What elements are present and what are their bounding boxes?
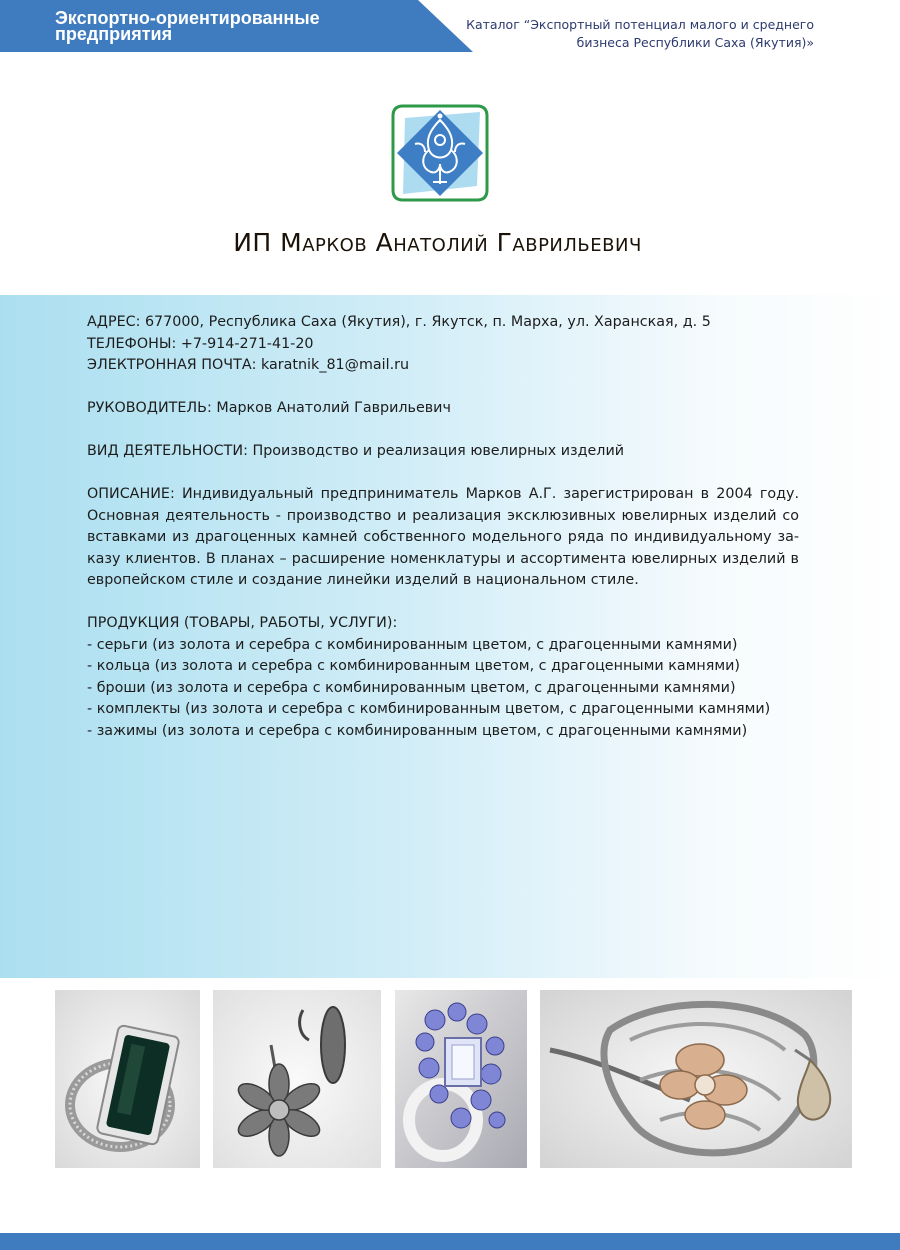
ornament-logo-icon	[385, 98, 495, 208]
activity-line	[87, 441, 799, 463]
catalog-line2: бизнеса Республики Саха (Якутия)»	[576, 35, 814, 50]
section-banner	[0, 0, 475, 52]
product-item: - комплекты (из золота и серебра с комбинированным цветом, с драгоценными камнями)	[87, 701, 771, 717]
address-value: 677000, Республика Саха (Якутия), г. Якутск, п. Марха, ул. Харанская, д. 5	[140, 314, 711, 330]
phones-value: +7-914-271-41-20	[176, 335, 314, 352]
description-paragraph	[87, 484, 799, 592]
section-title-line1: Экспортно-ориентированные	[55, 8, 320, 28]
address-label: АДРЕС:	[87, 314, 141, 330]
phones-label: ТЕЛЕФОНЫ:	[87, 335, 177, 352]
products-label: ПРОДУКЦИЯ (ТОВАРЫ, РАБОТЫ, УСЛУГИ):	[87, 615, 398, 631]
director-line	[87, 398, 799, 420]
activity-label: ВИД ДЕЯТЕЛЬНОСТИ:	[87, 443, 248, 459]
footer-bar	[0, 1233, 900, 1250]
catalog-line1: Каталог “Экспортный потенциал малого и среднего	[466, 17, 814, 32]
photo-brooch-leaf	[540, 990, 852, 1168]
director-value: Марков Анатолий Гаврильевич	[211, 400, 451, 416]
address-line	[87, 312, 799, 334]
photo-ring-emerald	[55, 990, 200, 1168]
section-title	[55, 10, 320, 42]
section-title-line2: предприятия	[55, 24, 173, 44]
email-line	[87, 355, 799, 377]
description-value: Индивидуальный предприниматель Марков А.Г. зарегистрирован в 2004 году. Основная деятельность - производство и реализация эксклюзивных ювелирных изделий со вставками из драгоценных камней собственного модельного ряда по индивидуальному за-казу клиентов. В планах – расширение номенклатуры и ассортимента ювелирных изделий в европейском стиле и создание линейки изделий в национальном стиле.	[87, 486, 799, 588]
description-label: ОПИСАНИЕ:	[87, 486, 175, 502]
product-item: - кольца (из золота и серебра с комбинированным цветом, с драгоценными камнями)	[87, 658, 740, 674]
company-info	[87, 312, 799, 742]
company-title: ИП Марков Анатолий Гаврильевич	[233, 228, 642, 257]
product-item: - зажимы (из золота и серебра с комбинированным цветом, с драгоценными камнями)	[87, 722, 748, 739]
product-item: - броши (из золота и серебра с комбинированным цветом, с драгоценными камнями)	[87, 679, 736, 696]
email-label: ЭЛЕКТРОННАЯ ПОЧТА:	[87, 357, 257, 373]
phones-line	[87, 334, 799, 356]
product-item: - серьги (из золота и серебра с комбинированным цветом, с драгоценными камнями)	[87, 636, 738, 653]
director-label: РУКОВОДИТЕЛЬ:	[87, 400, 212, 416]
activity-value: Производство и реализация ювелирных изделий	[247, 443, 625, 459]
photo-ring-sapphire	[395, 990, 527, 1168]
catalog-reference	[434, 16, 814, 52]
photo-earrings-flower	[213, 990, 381, 1168]
email-value: karatnik_81@mail.ru	[256, 357, 410, 373]
